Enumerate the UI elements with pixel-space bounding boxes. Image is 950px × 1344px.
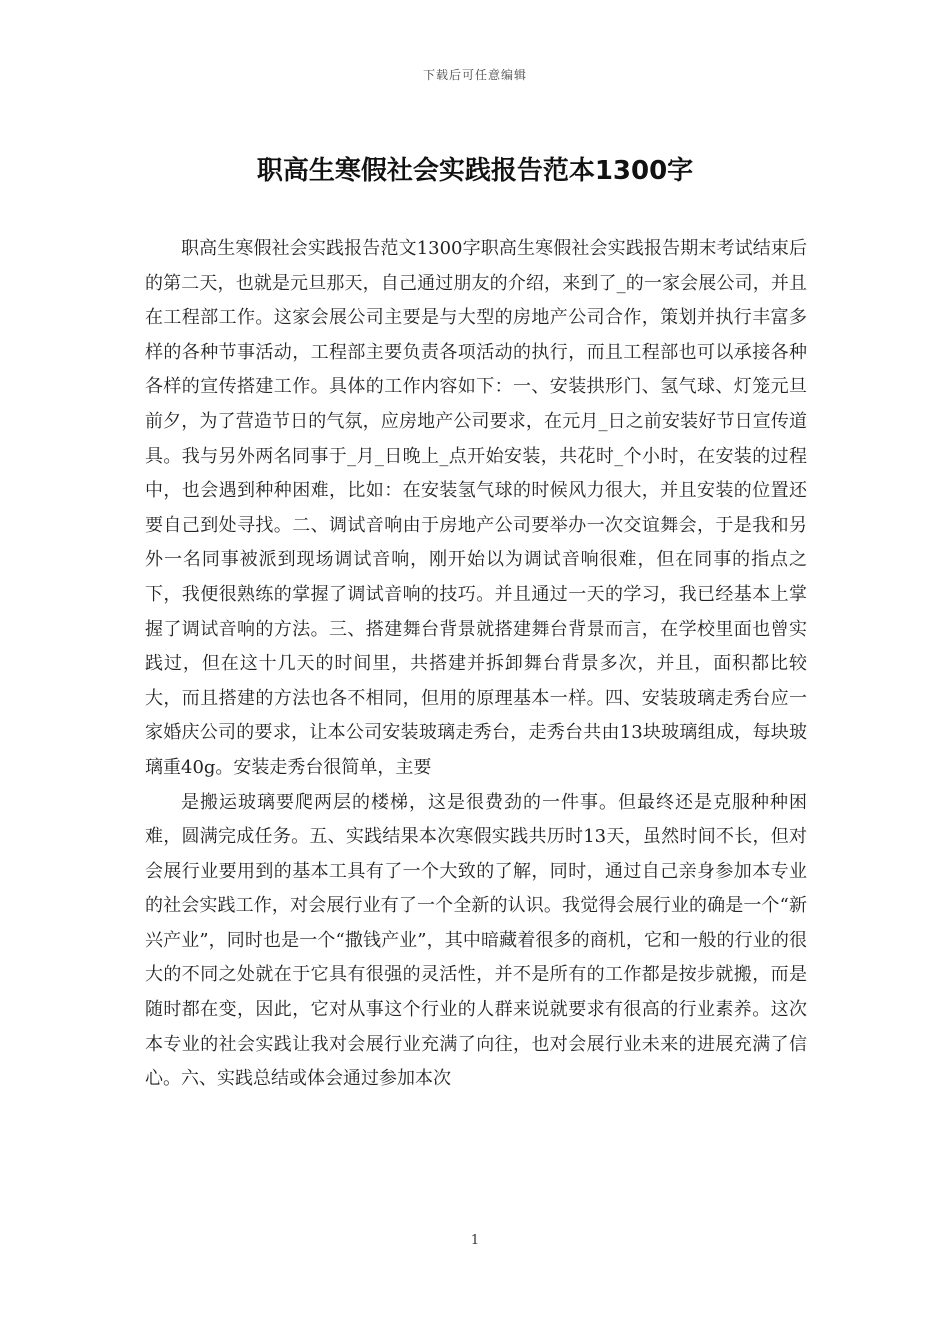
document-title: 职高生寒假社会实践报告范本1300字 (256, 156, 694, 186)
body-paragraph: 是搬运玻璃要爬两层的楼梯，这是很费劲的一件事。但最终还是克服种种困难，圆满完成任务。五、实践结果本次寒假实践共历时13天，虽然时间不长，但对会展行业要用到的基本工具有了一个大致的了解，同时，通过自己亲身参加本专业的社会实践工作，对会展行业有了一个全新的认识。我觉得会展行业的确是一个“新兴产业”，同时也是一个“撒钱产业”，其中暗藏着很多的商机，它和一般的行业的很大的不同之处就在于它具有很强的灵活性，并不是所有的工作都是按步就搬，而是随时都在变，因此，它对从事这个行业的人群来说就要求有很高的行业素养。这次本专业的社会实践让我对会展行业充满了向往，也对会展行业未来的进展充满了信心。六、实践总结或体会通过参加本次 (145, 791, 807, 1090)
page-number: 1 (470, 1233, 480, 1248)
body-paragraph: 职高生寒假社会实践报告范文1300字职高生寒假社会实践报告期末考试结束后的第二天，也就是元旦那天，自己通过朋友的介绍，来到了_的一家会展公司，并且在工程部工作。这家会展公司主要是与大型的房地产公司合作，策划并执行丰富多样的各种节事活动，工程部主要负责各项活动的执行，而且工程部也可以承接各种各样的宣传搭建工作。具体的工作内容如下：一、安装拱形门、氢气球、灯笼元旦前夕，为了营造节日的气氛，应房地产公司要求，在元月_日之前安装好节日宣传道具。我与另外两名同事于_月_日晚上_点开始安装，共花时_个小时，在安装的过程中，也会遇到种种困难，比如：在安装氢气球的时候风力很大，并且安装的位置还要自己到处寻找。二、调试音响由于房地产公司要举办一次交谊舞会，于是我和另外一名同事被派到现场调试音响，刚开始以为调试音响很难，但在同事的指点之下，我便很熟练的掌握了调试音响的技巧。并且通过一天的学习，我已经基本上掌握了调试音响的方法。三、搭建舞台背景就搭建舞台背景而言，在学校里面也曾实践过，但在这十几天的时间里，共搭建并拆卸舞台背景多次，并且，面积都比较大，而且搭建的方法也各不相同，但用的原理基本一样。四、安装玻璃走秀台应一家婚庆公司的要求，让本公司安装玻璃走秀台，走秀台共由13块玻璃组成，每块玻璃重40g。安装走秀台很简单，主要 (145, 238, 807, 778)
document-body (145, 232, 807, 1097)
header-note: 下载后可任意编辑 (422, 68, 527, 82)
